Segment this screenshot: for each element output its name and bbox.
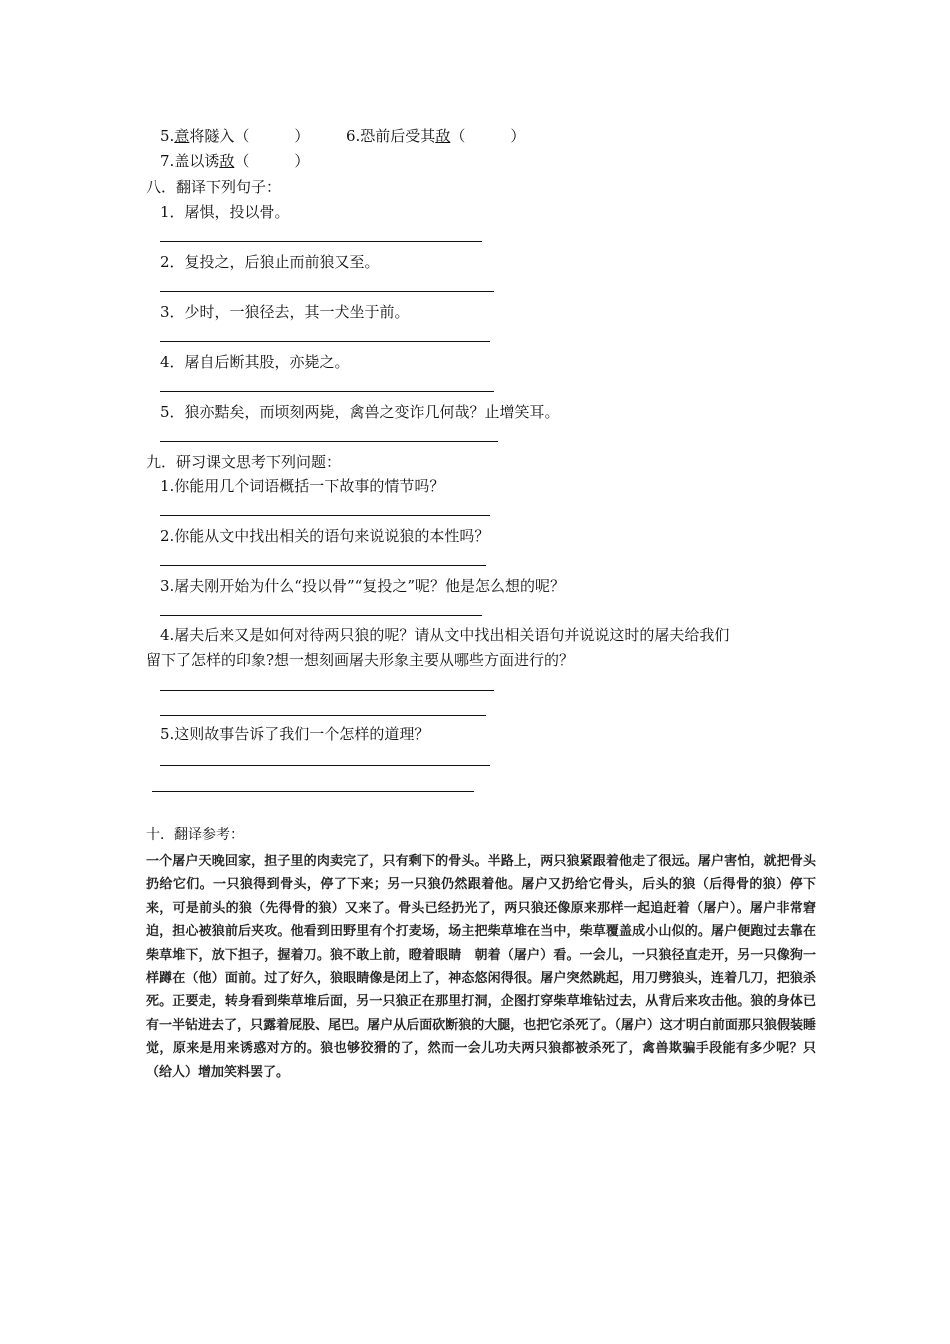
- translate-item-4: 4．屠自后断其股，亦毙之。: [160, 353, 350, 371]
- answer-line[interactable]: [160, 391, 494, 392]
- question-7: [160, 151, 309, 171]
- answer-line[interactable]: [160, 515, 490, 516]
- translate-item-2: 2．复投之，后狼止而前狼又至。: [160, 253, 380, 271]
- answer-line[interactable]: [160, 341, 490, 342]
- q6-key-word: 敌: [435, 127, 451, 145]
- answer-line[interactable]: [160, 565, 486, 566]
- q5-key-word: 意: [174, 127, 190, 145]
- q5-number: 5.: [160, 127, 175, 145]
- question-5: [160, 126, 309, 146]
- q7-key-word: 敌: [219, 152, 235, 170]
- study-question-1: 1.你能用几个词语概括一下故事的情节吗？: [160, 477, 445, 495]
- answer-line[interactable]: [160, 441, 498, 442]
- q5-text: 将隧入（ ）: [189, 127, 310, 145]
- study-question-5: 5.这则故事告诉了我们一个怎样的道理？: [160, 725, 430, 743]
- q7-text: 盖以诱: [174, 152, 220, 170]
- reference-translation: 一个屠户天晚回家，担子里的肉卖完了，只有剩下的骨头。半路上，两只狼紧跟着他走了很远。屠户害怕，就把骨头扔给它们。一只狼得到骨头，停了下来；另一只狼仍然跟着他。屠户又扔给它骨头，后头的狼（后得骨的狼）停下来，可是前头的狼（先得骨的狼）又来了。骨头已经扔光了，两只狼还像原来那样一起追赶着（屠户）。屠户非常窘迫，担心被狼前后夹攻。他看到田野里有个打麦场，场主把柴草堆在当中，柴草覆盖成小山似的。屠户便跑过去靠在柴草堆下，放下担子，握着刀。狼不敢上前，瞪着眼睛 朝着（屠户）看。一会儿，一只狼径直走开，另一只像狗一样蹲在（他）面前。过了好久，狼眼睛像是闭上了，神态悠闲得很。屠户突然跳起，用刀劈狼头，连着几刀，把狼杀死。正要走，转身看到柴草堆后面，另一只狼正在那里打洞，企图打穿柴草堆钻过去，从背后来攻击他。狼的身体已有一半钻进去了，只露着屁股、尾巴。屠户从后面砍断狼的大腿，也把它杀死了。（屠户）这才明白前面那只狼假装睡觉，原来是用来诱惑对方的。狼也够狡猾的了，然而一会儿功夫两只狼都被杀死了，禽兽欺骗手段能有多少呢？只（给人）增加笑料罢了。: [146, 854, 816, 1080]
- q6-text: 6.恐前后受其: [346, 127, 436, 145]
- answer-line[interactable]: [160, 690, 494, 691]
- translate-item-5: 5．狼亦黠矣，而顷刻两毙，禽兽之变诈几何哉？止增笑耳。: [160, 403, 560, 421]
- answer-line[interactable]: [152, 791, 474, 792]
- q7-number: 7.: [160, 152, 175, 170]
- translate-item-3: 3．少时，一狼径去，其一犬坐于前。: [160, 303, 410, 321]
- translate-item-1: 1．屠惧，投以骨。: [160, 203, 290, 221]
- q7-blank: （ ）: [234, 152, 310, 170]
- question-6: [346, 126, 525, 146]
- section-10-title: 十．翻译参考：: [146, 827, 244, 843]
- study-question-4: 4.屠夫后来又是如何对待两只狼的呢？请从文中找出相关语句并说说这时的屠夫给我们: [160, 626, 730, 644]
- section-8-title: 八．翻译下列句子：: [146, 178, 282, 196]
- answer-line[interactable]: [160, 715, 486, 716]
- study-question-2: 2.你能从文中找出相关的语句来说说狼的本性吗？: [160, 527, 490, 545]
- answer-line[interactable]: [160, 291, 494, 292]
- section-9-title: 九．研习课文思考下列问题：: [146, 453, 342, 471]
- answer-line[interactable]: [160, 615, 482, 616]
- answer-line[interactable]: [160, 765, 490, 766]
- study-question-3: 3.屠夫刚开始为什么“投以骨”“复投之”呢？他是怎么想的呢？: [160, 577, 565, 595]
- study-question-4-continued: 留下了怎样的印象?想一想刻画屠夫形象主要从哪些方面进行的？: [146, 651, 575, 669]
- q6-blank: （ ）: [450, 127, 526, 145]
- answer-line[interactable]: [160, 241, 482, 242]
